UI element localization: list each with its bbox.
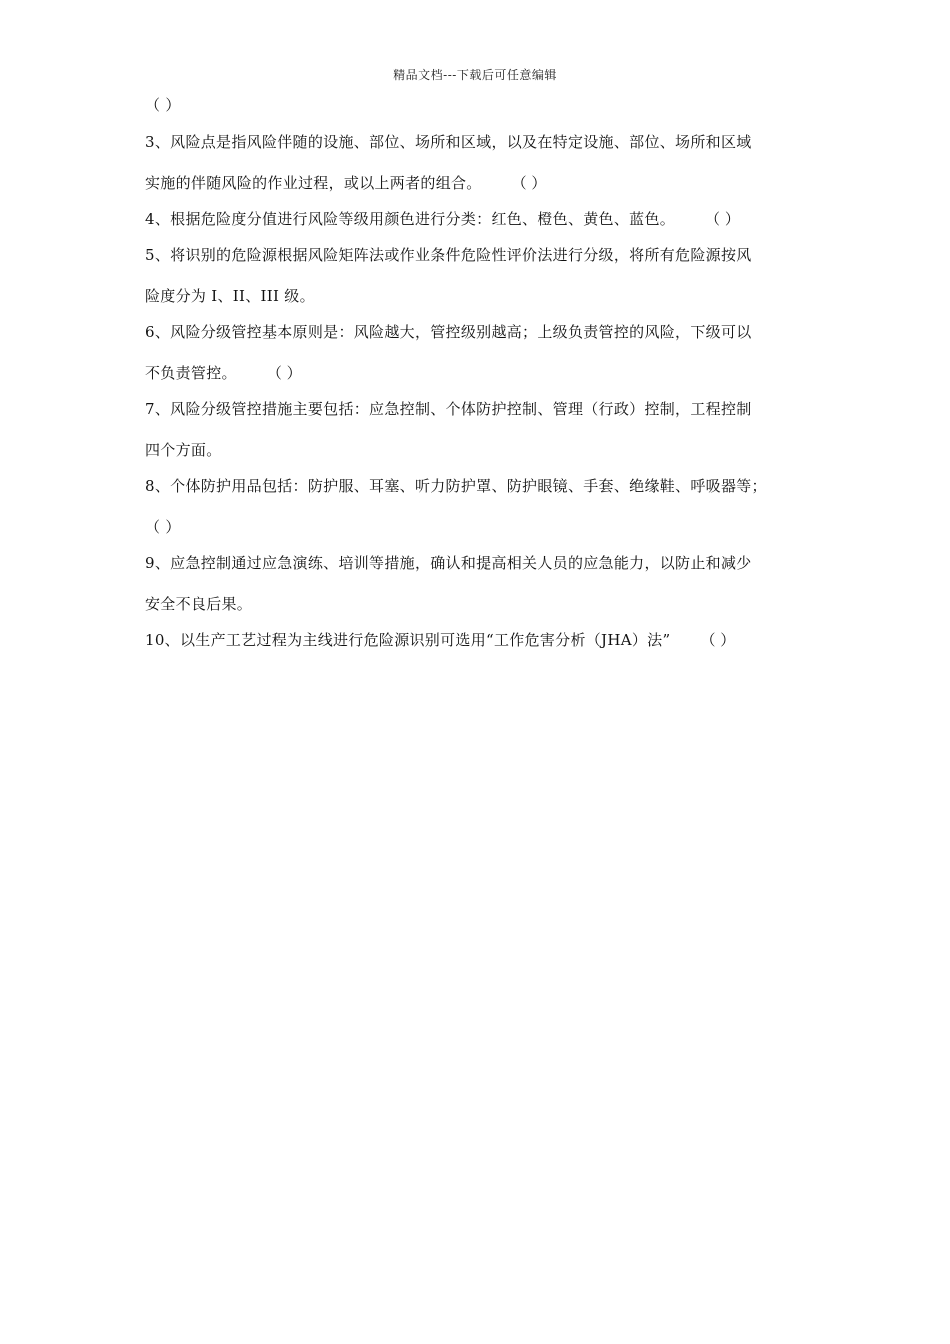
text-line-5: 5、将识别的危险源根据风险矩阵法或作业条件危险性评价法进行分级，将所有危险源按风	[145, 246, 752, 264]
text-line-3	[145, 173, 546, 193]
text-line-10: 四个方面。	[145, 441, 222, 459]
question-4: 4、根据危险度分值进行风险等级用颜色进行分类：红色、橙色、黄色、蓝色。	[145, 210, 676, 228]
page-header: 精品文档---下载后可任意编辑	[393, 68, 557, 82]
text-line-13: 9、应急控制通过应急演练、培训等措施，确认和提高相关人员的应急能力，以防止和减少	[145, 554, 752, 572]
answer-blank-3: （ ）	[511, 174, 547, 192]
question-3-cont: 实施的伴随风险的作业过程，或以上两者的组合。	[145, 174, 482, 192]
text-line-9: 7、风险分级管控措施主要包括：应急控制、个体防护控制、管理（行政）控制，工程控制	[145, 400, 752, 418]
text-line-7: 6、风险分级管控基本原则是：风险越大，管控级别越高；上级负责管控的风险，下级可以	[145, 323, 752, 341]
answer-blank-6: （ ）	[266, 364, 302, 382]
text-line-8	[145, 363, 302, 383]
question-6-cont: 不负责管控。	[145, 364, 237, 382]
answer-blank-10: （ ）	[700, 631, 736, 649]
text-line-11: 8、个体防护用品包括：防护服、耳塞、听力防护罩、防护眼镜、手套、绝缘鞋、呼吸器等；	[145, 477, 767, 495]
answer-blank-4: （ ）	[705, 210, 740, 228]
text-line-14: 安全不良后果。	[145, 595, 253, 613]
text-line-12: （ ）	[145, 518, 181, 536]
text-line-2: 3、风险点是指风险伴随的设施、部位、场所和区域，以及在特定设施、部位、场所和区域	[145, 133, 752, 151]
text-line-6: 险度分为 I、II、III 级。	[145, 287, 315, 305]
text-line-15	[145, 630, 735, 650]
question-10: 10、以生产工艺过程为主线进行危险源识别可选用“工作危害分析（JHA）法”	[145, 631, 671, 649]
text-line-4	[145, 209, 740, 229]
text-line-1: （ ）	[145, 96, 181, 114]
